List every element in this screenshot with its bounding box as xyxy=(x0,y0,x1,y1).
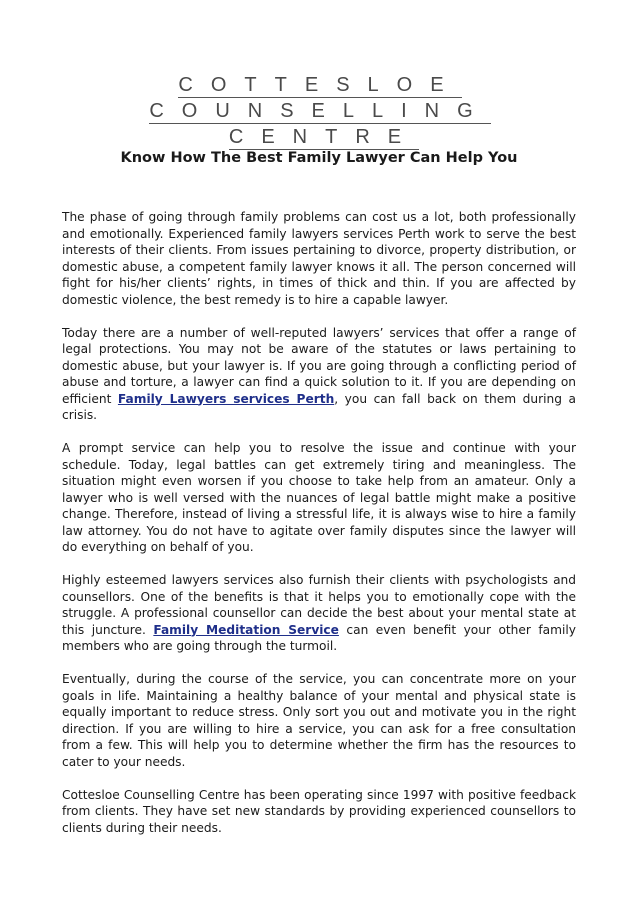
article-title: Know How The Best Family Lawyer Can Help You xyxy=(120,150,518,166)
family-lawyers-perth-link[interactable]: Family Lawyers services Perth xyxy=(117,391,335,406)
masthead-line-2: CENTRE xyxy=(228,126,420,148)
masthead-line-1: COTTESLOE COUNSELLING xyxy=(149,74,491,122)
paragraph-4: Highly esteemed lawyers services also furnish their clients with psychologists and counsellors. One of the benefits is that it helps you to emotionally cope with the struggle. A professional counsellor can decide the best about your mental state at this juncture. Family Meditation Service can even benefit your other family members who are going through the turmoil. xyxy=(62,573,576,653)
paragraph-5: Eventually, during the course of the service, you can concentrate more on your goals in life. Maintaining a healthy balance of your mental and physical state is equally important to reduce stress. Only sort you out and motivate you in the right direction. If you are willing to hire a service, you can ask for a free consultation from a few. This will help you to determine whether the firm has the resources to cater to your needs. xyxy=(62,672,576,769)
masthead xyxy=(60,72,570,150)
paragraph-6: Cottesloe Counselling Centre has been operating since 1997 with positive feedback from clients. They have set new standards by providing experienced counsellors to clients during their needs. xyxy=(62,787,576,835)
article-body xyxy=(62,209,576,853)
paragraph-2: Today there are a number of well-reputed lawyers’ services that offer a range of legal protections. You may not be aware of the statutes or laws pertaining to domestic abuse, but your lawyer is. If you are going through a conflicting period of abuse and torture, a lawyer can find a quick solution to it. If you are depending on efficient Family Lawyers services Perth, you can fall back on them during a crisis. xyxy=(62,325,576,422)
paragraph-1: The phase of going through family problems can cost us a lot, both professionally and emotionally. Experienced family lawyers services Perth work to serve the best interests of their clients. From issues pertaining to divorce, property distribution, or domestic abuse, a competent family lawyer knows it all. The person concerned will fight for his/her clients’ rights, in times of thick and thin. If you are affected by domestic violence, the best remedy is to hire a capable lawyer. xyxy=(62,210,576,307)
paragraph-3: A prompt service can help you to resolve the issue and continue with your schedule. Today, legal battles can get extremely tiring and meaningless. The situation might even worsen if you choose to take help from an amateur. Only a lawyer who is well versed with the nuances of legal battle might make a positive change. Therefore, instead of living a stressful life, it is always wise to hire a family law attorney. You do not have to agitate over family disputes since the lawyer will do everything on behalf of you. xyxy=(62,441,576,554)
family-meditation-service-link[interactable]: Family Meditation Service xyxy=(153,622,339,637)
